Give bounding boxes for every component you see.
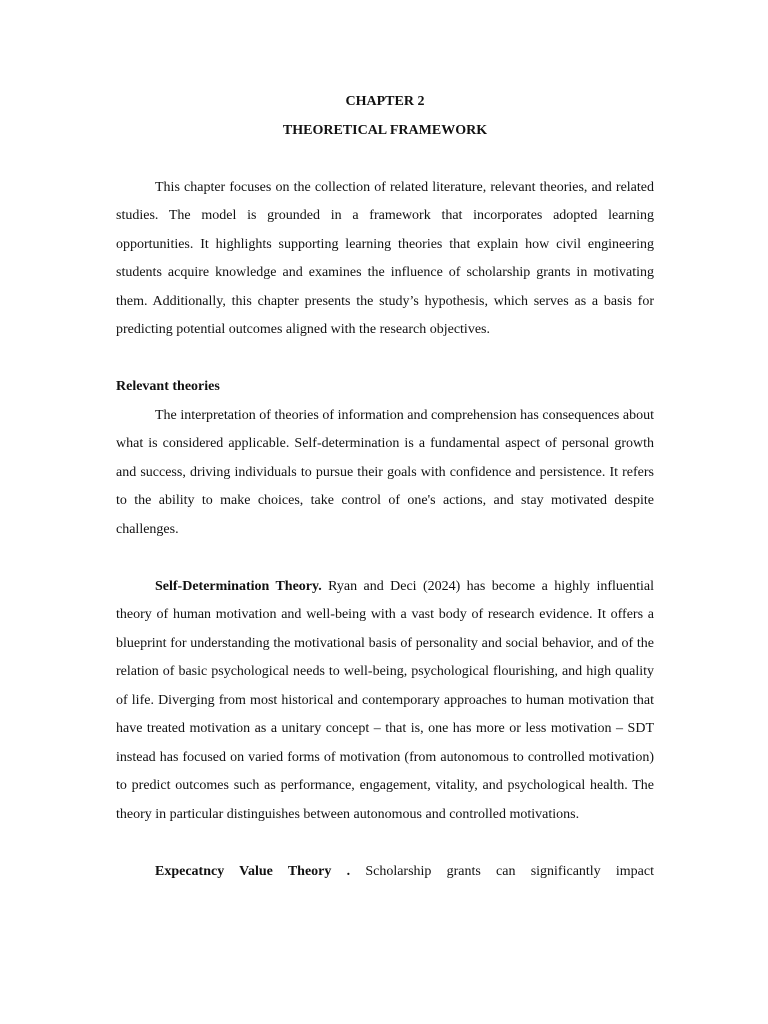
document-page xyxy=(116,88,654,886)
section-title-relevant-theories: Relevant theories xyxy=(116,379,220,394)
sdt-paragraph xyxy=(116,573,654,830)
relevant-theories-paragraph: The interpretation of theories of information and comprehension has consequences about what is considered applicable. Self-determination is a fundamental aspect of personal growth and success, driving individuals to pursue their goals with confidence and persistence. It refers to the ability to make choices, take control of one's actions, and stay motivated despite challenges. xyxy=(116,407,654,537)
intro-paragraph: This chapter focuses on the collection of related literature, relevant theories, and related studies. The model is grounded in a framework that incorporates adopted learning opportunities. It highlights supporting learning theories that explain how civil engineering students acquire knowledge and examines the influence of scholarship grants in motivating them. Additionally, this chapter presents the study’s hypothesis, which serves as a basis for predicting potential outcomes aligned with the research objectives. xyxy=(116,179,654,337)
sdt-body: Ryan and Deci (2024) has become a highly influential theory of human motivation and well-being with a vast body of research evidence. It offers a blueprint for understanding the motivational basis of personality and social behavior, and of the relation of basic psychological needs to well-being, psychological flourishing, and high quality of life. Diverging from most historical and contemporary approaches to human motivation that have treated motivation as a unitary concept – that is, one has more or less motivation – SDT instead has focused on varied forms of motivation (from autonomous to controlled motivation) to predict outcomes such as performance, engagement, vitality, and psychological health. The theory in particular distinguishes between autonomous and controlled motivations. xyxy=(116,578,654,822)
chapter-label: CHAPTER 2 xyxy=(345,94,425,109)
chapter-title: THEORETICAL FRAMEWORK xyxy=(282,122,488,138)
sdt-run-in-title: Self-Determination Theory. xyxy=(155,578,322,594)
evt-body: Scholarship grants can significantly impact xyxy=(350,863,654,879)
evt-run-in-title: Expecatncy Value Theory . xyxy=(155,863,351,879)
evt-paragraph xyxy=(116,858,654,887)
